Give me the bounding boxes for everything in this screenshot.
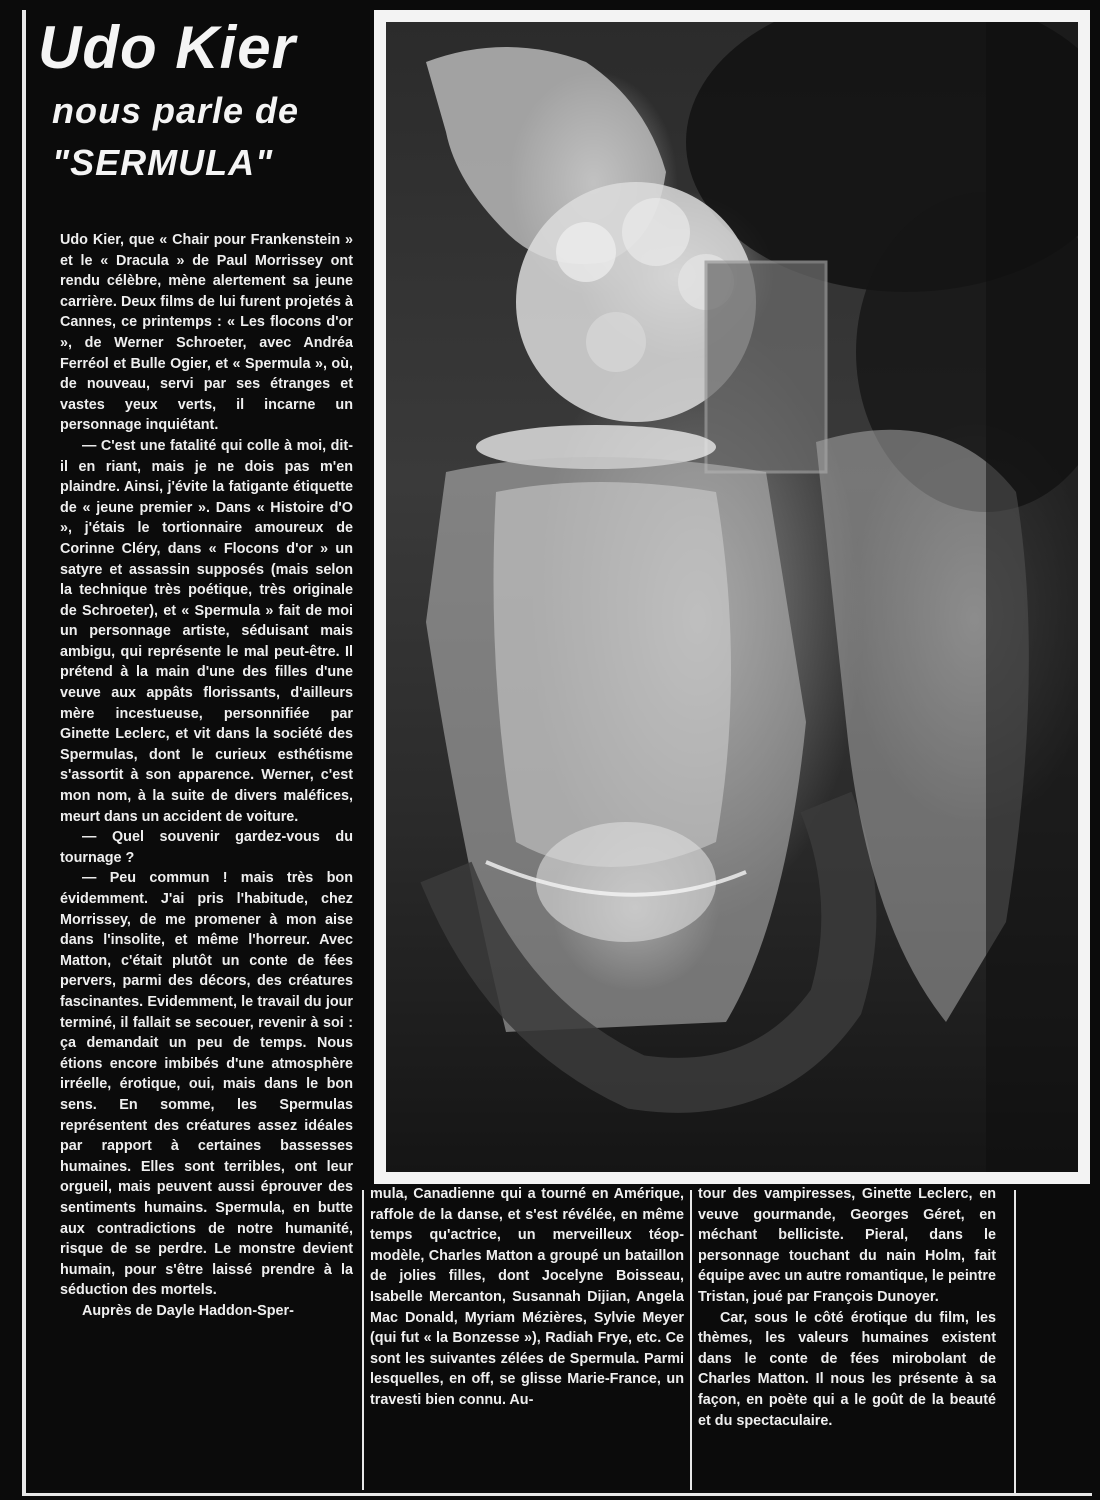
- paragraph: — C'est une fatalité qui colle à moi, dit-il en riant, mais je ne dois pas m'en plaindre. Ainsi, j'évite la fatigante étiquette de « jeune premier ». Dans « Histoire d'O », j'étais le tortionnaire amoureux de Corinne Cléry, dans « Flocons d'or » un satyre et assassin supposés (mais selon la technique très poétique, très originale de Schroeter), et « Spermula » fait de moi un personnage artiste, séduisant mais ambigu, qui représente le mal peut-être. Il prétend à la main d'une des filles d'une veuve aux appâts florissants, d'ailleurs mère incestueuse, personnifiée par Ginette Leclerc, et vit dans la société des Spermulas, dont le curieux esthétisme s'assortit à son apparence. Werner, c'est mon nom, à la suite de divers maléfices, meurt dans un accident de voiture.: [60, 437, 353, 825]
- paragraph: Auprès de Dayle Haddon-Sper-: [82, 1302, 294, 1319]
- article-column-3: [698, 1184, 996, 1494]
- headline-film-title: "SERMULA": [52, 142, 274, 183]
- left-border-rule: [22, 10, 26, 1495]
- paragraph: Car, sous le côté érotique du film, les thèmes, les valeurs humaines existent dans le conte de fées mirobolant de Charles Matton. Il nous les présente à sa façon, en poète qui a le goût de la beauté et du spectaculaire.: [698, 1309, 996, 1429]
- column-divider-2: [690, 1190, 692, 1490]
- photo-icon: [386, 22, 1078, 1172]
- photo-frame: [374, 10, 1090, 1184]
- headline-name: Udo Kier: [38, 14, 297, 81]
- paragraph: Udo Kier, que « Chair pour Frankenstein » et le « Dracula » de Paul Morrissey ont rendu célèbre, mène alertement sa jeune carrière. Deux films de lui furent projetés à Cannes, ce printemps : « Les flocons d'or », de Werner Schroeter, avec Andréa Ferréol et Bulle Ogier, et « Spermula », où, de nouveau, servi par ses étranges et vastes yeux verts, il incarne un personnage inquiétant.: [60, 232, 353, 434]
- paragraph: — Quel souvenir gardez-vous du tournage ?: [60, 829, 353, 866]
- column-divider-1: [362, 1190, 364, 1490]
- film-still-photo: [386, 22, 1078, 1172]
- paragraph: mula, Canadienne qui a tourné en Amérique, raffole de la danse, et s'est révélée, en même temps qu'actrice, un merveilleux téop-modèle, Charles Matton a groupé un bataillon de jolies filles, dont Jocelyne Boisseau, Isabelle Mercanton, Susannah Dijian, Angela Mac Donald, Myriam Mézières, Sylvie Meyer (qui fut « la Bonzesse »), Radiah Frye, etc. Ce sont les suivantes zélées de Spermula. Parmi lesquelles, en off, se glisse Marie-France, un travesti bien connu. Au-: [370, 1186, 684, 1408]
- headline-subtitle: nous parle de: [52, 90, 300, 131]
- article-column-2: [370, 1184, 684, 1494]
- right-border-rule: [1014, 1190, 1016, 1493]
- article-headline: [38, 14, 368, 186]
- paragraph: — Peu commun ! mais très bon évidemment. J'ai pris l'habitude, chez Morrissey, de me promener à mon aise dans l'insolite, et même l'horreur. Avec Matton, c'était plutôt un conte de fées pervers, parmi des décors, des créatures fascinantes. Evidemment, le travail du jour terminé, il fallait se secouer, revenir à soi : ça demandait un peu de temps. Nous étions encore imbibés d'une atmosphère irréelle, érotique, oui, mais dans le bon sens. En somme, les Spermulas représentent des créatures assez idéales par rapport à certaines bassesses humaines. Elles sont terribles, ont leur orgueil, mais peuvent aussi éprouver des sentiments humains. Spermula, en butte aux contradictions de notre humanité, risque de se perdre. Le monstre devient humain, pour s'être laissé prendre à la séduction des mortels.: [60, 870, 353, 1299]
- paragraph: tour des vampiresses, Ginette Leclerc, en veuve gourmande, Georges Géret, en méchant belliciste. Pieral, dans le personnage touchant du nain Holm, fait équipe avec un autre romantique, le peintre Tristan, joué par François Dunoyer.: [698, 1186, 996, 1305]
- article-column-1: [60, 230, 353, 1492]
